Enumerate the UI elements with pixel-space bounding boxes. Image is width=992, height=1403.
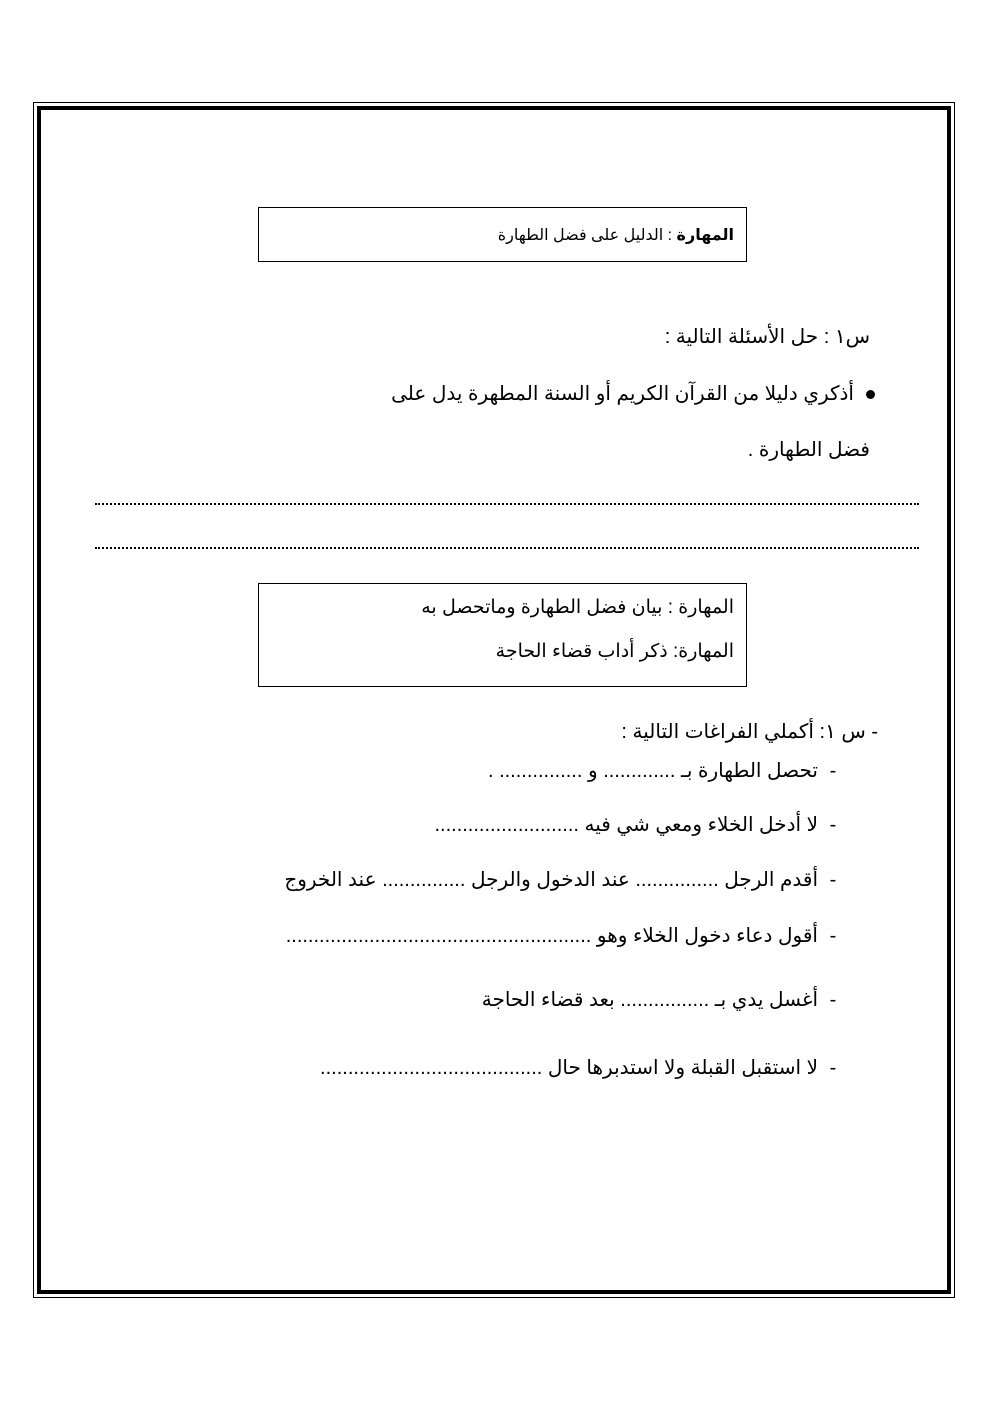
skill-box-1 [258, 207, 747, 262]
fill-item-3 [284, 867, 848, 892]
question1-bullet-line-1 [391, 381, 875, 406]
item-dash: - [829, 814, 837, 836]
item-dash: - [829, 760, 837, 782]
fill-item-4 [286, 923, 848, 948]
item-text: لا أدخل الخلاء ومعي شي فيه .......................... [434, 814, 818, 836]
bullet-icon [866, 390, 875, 399]
item-text: أغسل يدي بـ ................ بعد قضاء الحاجة [481, 989, 818, 1011]
item-text: تحصل الطهارة بـ ............. و ............... . [487, 760, 818, 782]
page-inner-border [37, 106, 951, 1294]
item-dash: - [829, 989, 837, 1011]
item-dash: - [829, 869, 837, 891]
fill-item-5 [482, 987, 848, 1012]
fill-item-1 [488, 758, 848, 783]
item-text: لا استقبل القبلة ولا استدبرها حال ........................................ [320, 1057, 818, 1079]
question1-bullet-text: أذكري دليلا من القرآن الكريم أو السنة المطهرة يدل على [391, 383, 854, 405]
item-text: أقول دعاء دخول الخلاء وهو ....................................................... [285, 925, 818, 947]
item-text: أقدم الرجل ............... عند الدخول والرجل ............... عند الخروج [284, 869, 818, 891]
item-dash: - [829, 1057, 837, 1079]
skill2-line-1: المهارة : بيان فضل الطهارة وماتحصل به [421, 597, 734, 618]
skill2-line-2: المهارة: ذكر أداب قضاء الحاجة [495, 641, 734, 662]
skill-text: الدليل على فضل الطهارة [497, 227, 664, 244]
fill-item-6 [320, 1055, 848, 1080]
item-dash: - [829, 925, 837, 947]
skill-label: المهارة [676, 227, 734, 244]
question2-heading: - س ١: أكملي الفراغات التالية : [621, 721, 878, 743]
question1-bullet-line-2: فضل الطهارة . [747, 439, 870, 461]
fill-item-2 [434, 812, 848, 837]
answer-line-1 [95, 503, 919, 505]
skill-box-2 [258, 583, 747, 687]
answer-line-2 [95, 547, 919, 549]
question1-heading: س١ : حل الأسئلة التالية : [664, 326, 870, 348]
skill-separator: : [663, 227, 677, 244]
